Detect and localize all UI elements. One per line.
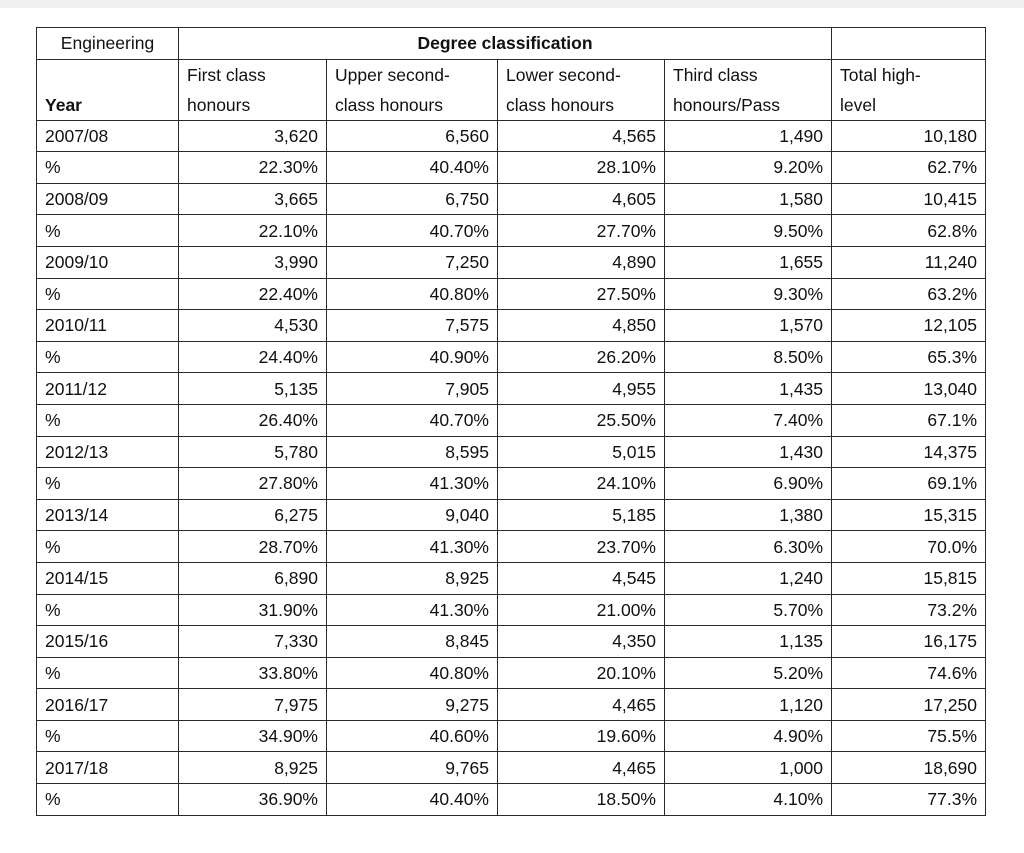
table-cell: 9.30% [665, 278, 832, 310]
table-cell: 40.80% [327, 657, 498, 689]
percent-row [37, 152, 986, 184]
row-label: % [37, 720, 179, 752]
table-cell: 41.30% [327, 531, 498, 563]
col-header-line1: Third class [673, 64, 758, 85]
row-label: 2014/15 [37, 562, 179, 594]
table-cell: 4,605 [498, 183, 665, 215]
table-cell: 16,175 [832, 626, 986, 658]
table-cell: 5,780 [179, 436, 327, 468]
table-cell: 17,250 [832, 689, 986, 721]
table-cell: 4,350 [498, 626, 665, 658]
empty-header-cell [832, 28, 986, 60]
table-cell: 4,465 [498, 752, 665, 784]
count-row [37, 310, 986, 342]
table-cell: 1,380 [665, 499, 832, 531]
table-cell: 36.90% [179, 784, 327, 816]
row-label: 2007/08 [37, 120, 179, 152]
table-cell: 1,240 [665, 562, 832, 594]
percent-row [37, 531, 986, 563]
table-cell: 1,570 [665, 310, 832, 342]
table-cell: 1,430 [665, 436, 832, 468]
table-cell: 5.70% [665, 594, 832, 626]
col-header-upper-second [327, 59, 498, 120]
row-label: 2011/12 [37, 373, 179, 405]
table-cell: 1,135 [665, 626, 832, 658]
table-cell: 28.70% [179, 531, 327, 563]
table-cell: 40.80% [327, 278, 498, 310]
table-cell: 24.10% [498, 468, 665, 500]
group-header: Degree classification [179, 28, 832, 60]
table-cell: 33.80% [179, 657, 327, 689]
row-label: 2008/09 [37, 183, 179, 215]
table-cell: 9,275 [327, 689, 498, 721]
table-cell: 23.70% [498, 531, 665, 563]
row-label: % [37, 594, 179, 626]
row-label: 2015/16 [37, 626, 179, 658]
row-label: % [37, 657, 179, 689]
col-header-line1: Upper second- [335, 64, 450, 85]
table-cell: 7.40% [665, 404, 832, 436]
table-cell: 9.50% [665, 215, 832, 247]
table-cell: 9,040 [327, 499, 498, 531]
col-header-line2: class honours [335, 94, 443, 115]
table-cell: 8,595 [327, 436, 498, 468]
table-cell: 22.10% [179, 215, 327, 247]
table-cell: 11,240 [832, 246, 986, 278]
count-row [37, 499, 986, 531]
table-cell: 3,620 [179, 120, 327, 152]
table-cell: 4.10% [665, 784, 832, 816]
table-cell: 9.20% [665, 152, 832, 184]
col-header-line2: honours/Pass [673, 94, 781, 115]
table-cell: 6,890 [179, 562, 327, 594]
table-cell: 22.40% [179, 278, 327, 310]
table-cell: 27.50% [498, 278, 665, 310]
table-cell: 5,015 [498, 436, 665, 468]
percent-row [37, 215, 986, 247]
table-cell: 24.40% [179, 341, 327, 373]
table-cell: 34.90% [179, 720, 327, 752]
row-label: % [37, 468, 179, 500]
table-cell: 40.60% [327, 720, 498, 752]
col-header-line2: level [840, 94, 877, 115]
table-cell: 75.5% [832, 720, 986, 752]
table-cell: 14,375 [832, 436, 986, 468]
table-cell: 6,275 [179, 499, 327, 531]
col-header-line1: Lower second- [506, 64, 621, 85]
subject-label: Engineering [37, 28, 179, 60]
col-header-line1: First class [187, 64, 266, 85]
table-cell: 4.90% [665, 720, 832, 752]
table-cell: 40.40% [327, 784, 498, 816]
table-cell: 63.2% [832, 278, 986, 310]
table-cell: 8,925 [327, 562, 498, 594]
table-cell: 19.60% [498, 720, 665, 752]
table-cell: 70.0% [832, 531, 986, 563]
table-cell: 8.50% [665, 341, 832, 373]
table-cell: 77.3% [832, 784, 986, 816]
table-cell: 4,850 [498, 310, 665, 342]
table-cell: 25.50% [498, 404, 665, 436]
table-cell: 4,545 [498, 562, 665, 594]
col-header-first-class [179, 59, 327, 120]
table-cell: 27.70% [498, 215, 665, 247]
table-cell: 6.90% [665, 468, 832, 500]
table-cell: 40.70% [327, 215, 498, 247]
percent-row [37, 468, 986, 500]
table-cell: 6,560 [327, 120, 498, 152]
table-cell: 7,575 [327, 310, 498, 342]
col-header-line2: honours [187, 94, 251, 115]
table-cell: 8,845 [327, 626, 498, 658]
table-cell: 26.40% [179, 404, 327, 436]
table-cell: 31.90% [179, 594, 327, 626]
row-label: % [37, 341, 179, 373]
count-row [37, 373, 986, 405]
percent-row [37, 594, 986, 626]
table-cell: 18.50% [498, 784, 665, 816]
table-cell: 65.3% [832, 341, 986, 373]
table-cell: 21.00% [498, 594, 665, 626]
group-header-row [37, 28, 986, 60]
count-row [37, 183, 986, 215]
col-header-line1: Total high- [840, 64, 921, 85]
table-cell: 7,250 [327, 246, 498, 278]
table-cell: 8,925 [179, 752, 327, 784]
table-cell: 1,120 [665, 689, 832, 721]
table-cell: 12,105 [832, 310, 986, 342]
table-cell: 1,655 [665, 246, 832, 278]
row-label: 2017/18 [37, 752, 179, 784]
table-cell: 26.20% [498, 341, 665, 373]
table-cell: 41.30% [327, 594, 498, 626]
table-cell: 15,315 [832, 499, 986, 531]
count-row [37, 562, 986, 594]
table-cell: 4,565 [498, 120, 665, 152]
col-header-total-high-level [832, 59, 986, 120]
percent-row [37, 720, 986, 752]
row-label: % [37, 531, 179, 563]
row-label: % [37, 404, 179, 436]
table-cell: 40.40% [327, 152, 498, 184]
table-cell: 9,765 [327, 752, 498, 784]
count-row [37, 120, 986, 152]
percent-row [37, 404, 986, 436]
row-label: 2009/10 [37, 246, 179, 278]
table-cell: 28.10% [498, 152, 665, 184]
table-cell: 4,530 [179, 310, 327, 342]
row-label: % [37, 784, 179, 816]
table-cell: 7,905 [327, 373, 498, 405]
table-cell: 27.80% [179, 468, 327, 500]
table-cell: 4,890 [498, 246, 665, 278]
row-label: 2010/11 [37, 310, 179, 342]
table-body [37, 28, 986, 816]
year-header: Year [37, 59, 179, 120]
table-cell: 4,955 [498, 373, 665, 405]
row-label: 2012/13 [37, 436, 179, 468]
table-cell: 22.30% [179, 152, 327, 184]
table-cell: 13,040 [832, 373, 986, 405]
table-cell: 5.20% [665, 657, 832, 689]
row-label: 2013/14 [37, 499, 179, 531]
table-cell: 1,435 [665, 373, 832, 405]
table-cell: 40.70% [327, 404, 498, 436]
count-row [37, 626, 986, 658]
count-row [37, 436, 986, 468]
percent-row [37, 278, 986, 310]
count-row [37, 689, 986, 721]
top-edge [0, 0, 1024, 8]
table-cell: 4,465 [498, 689, 665, 721]
percent-row [37, 784, 986, 816]
table-cell: 18,690 [832, 752, 986, 784]
col-header-line2: class honours [506, 94, 614, 115]
table-cell: 5,185 [498, 499, 665, 531]
table-cell: 74.6% [832, 657, 986, 689]
column-header-row [37, 59, 986, 120]
table-cell: 40.90% [327, 341, 498, 373]
count-row [37, 246, 986, 278]
table-cell: 15,815 [832, 562, 986, 594]
row-label: % [37, 215, 179, 247]
table-cell: 6.30% [665, 531, 832, 563]
table-cell: 41.30% [327, 468, 498, 500]
table-cell: 10,415 [832, 183, 986, 215]
table-cell: 1,580 [665, 183, 832, 215]
degree-classification-table [36, 27, 986, 816]
percent-row [37, 341, 986, 373]
table-cell: 7,330 [179, 626, 327, 658]
percent-row [37, 657, 986, 689]
table-cell: 62.7% [832, 152, 986, 184]
table-cell: 3,990 [179, 246, 327, 278]
table-cell: 62.8% [832, 215, 986, 247]
row-label: % [37, 152, 179, 184]
table-cell: 5,135 [179, 373, 327, 405]
col-header-third-class [665, 59, 832, 120]
table-cell: 7,975 [179, 689, 327, 721]
table-cell: 10,180 [832, 120, 986, 152]
table-cell: 73.2% [832, 594, 986, 626]
col-header-lower-second [498, 59, 665, 120]
row-label: 2016/17 [37, 689, 179, 721]
table-cell: 3,665 [179, 183, 327, 215]
table-cell: 69.1% [832, 468, 986, 500]
table-cell: 67.1% [832, 404, 986, 436]
row-label: % [37, 278, 179, 310]
table-cell: 1,490 [665, 120, 832, 152]
table-cell: 1,000 [665, 752, 832, 784]
table-cell: 6,750 [327, 183, 498, 215]
count-row [37, 752, 986, 784]
table-cell: 20.10% [498, 657, 665, 689]
